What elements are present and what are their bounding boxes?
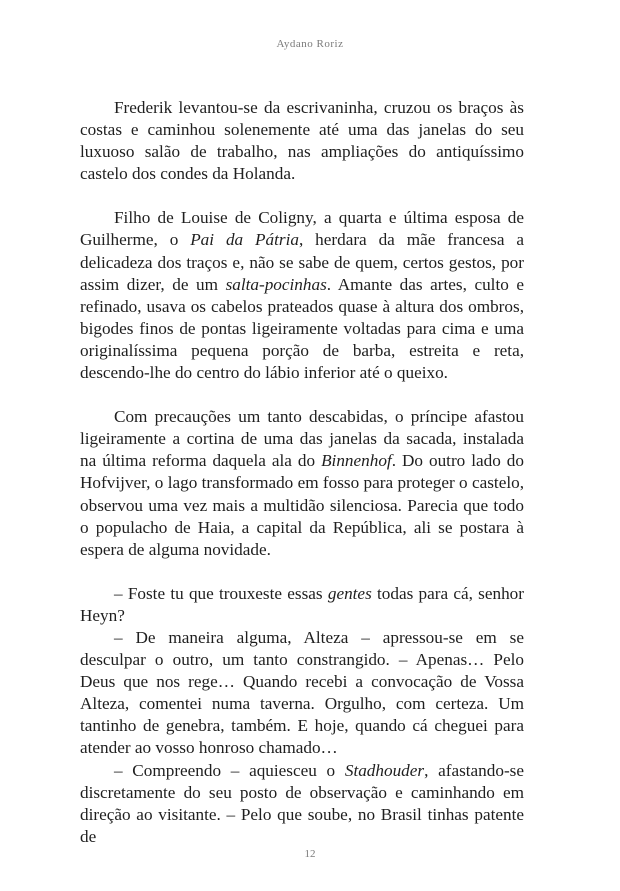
dialogue-line-1: – Foste tu que trouxeste essas gentes todas para cá, senhor Heyn? [80,583,524,625]
paragraph-3: Com precauções um tanto descabidas, o príncipe afastou ligeiramente a cortina de uma das janelas da sacada, instalada na última reforma daquela ala do Binnenhof. Do outro lado do Hofvijver, o lago transformado em fosso para proteger o castelo, observou uma vez mais a multidão silenciosa. Parecia que todo o populacho de Haia, a capital da República, ali se postara à espera de alguma novidade. [80,407,524,559]
dialogue-line-3: – Compreendo – aquiesceu o Stadhouder, afastando-se discretamente do seu posto de observação e caminhando em direção ao visitante. – Pelo que soube, no Brasil tinhas patente de [80,760,524,846]
italic-term-salta-pocinhas: salta-pocinhas [225,274,327,294]
paragraph-2: Filho de Louise de Coligny, a quarta e última esposa de Guilherme, o Pai da Pátria, herdara da mãe francesa a delicadeza dos traços e, não se sabe de quem, certos gestos, por assim dizer, de um salta-pocinhas. Amante das artes, culto e refinado, usava os cabelos prateados quase à altura dos ombros, bigodes finos de pontas ligeiramente voltadas para cima e uma originalíssima pequena porção de barba, estreita e reta, descendo-lhe do centro do lábio inferior até o queixo. [80,208,525,383]
italic-term-stadhouder: Stadhouder [344,760,425,780]
italic-term-binnenhof: Binnenhof [321,451,392,471]
page-number: 12 [304,848,316,860]
paragraph-1: Frederik levantou-se da escrivaninha, cruzou os braços às costas e caminhou solenemente até uma das janelas do seu luxuoso salão de trabalho, nas ampliações do antiquíssimo castelo dos condes da Holanda. [80,98,524,184]
body-text [80,97,524,848]
dialogue-line-2: – De maneira alguma, Alteza – apressou-se em se desculpar o outro, um tanto constrangido. – Apenas… Pelo Deus que nos rege… Quando recebi a convocação de Vossa Alteza, comentei numa taverna. Orgulho, com certeza. Um tantinho de genebra, também. E hoje, quando cá cheguei para atender ao vosso honroso chamado… [80,627,524,758]
running-header-author: Aydano Roriz [276,38,344,50]
italic-term-gentes: gentes [327,583,372,603]
italic-term-pai-da-patria: Pai da Pátria [190,230,299,250]
